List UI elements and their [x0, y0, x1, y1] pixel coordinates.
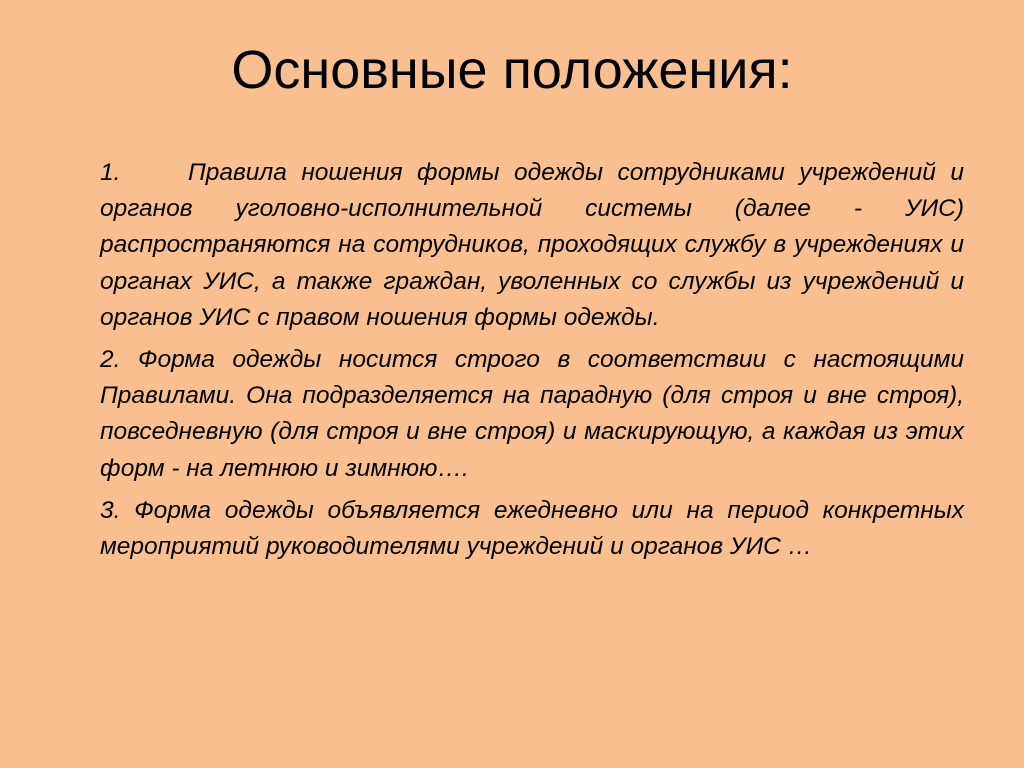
paragraph-2	[100, 342, 964, 487]
paragraph-2-text: Форма одежды носится строго в соответствии с настоящими Правилами. Она подразделяется на парадную (для строя и вне строя), повседневную (для строя и вне строя) и маскирующую, а каждая из этих форм - на летнюю и зимнюю….	[100, 346, 965, 482]
paragraph-1-text: Правила ношения формы одежды сотрудниками учреждений и органов уголовно-исполнительной системы (далее - УИС) распространяются на сотрудников, проходящих службу в учреждениях и органах УИС, а также граждан, уволенных со службы из учреждений и органов УИС с правом ношения формы одежды.	[100, 159, 964, 331]
paragraph-2-number: 2.	[100, 346, 121, 374]
slide-body	[100, 155, 964, 571]
paragraph-1	[100, 155, 964, 336]
paragraph-3	[100, 493, 964, 565]
paragraph-3-number: 3.	[100, 496, 121, 524]
paragraph-3-text: Форма одежды объявляется ежедневно или на период конкретных мероприятий руководителями учреждений и органов УИС …	[100, 496, 964, 561]
slide-title: Основные положения:	[231, 40, 793, 100]
paragraph-1-number: 1.	[100, 159, 121, 186]
